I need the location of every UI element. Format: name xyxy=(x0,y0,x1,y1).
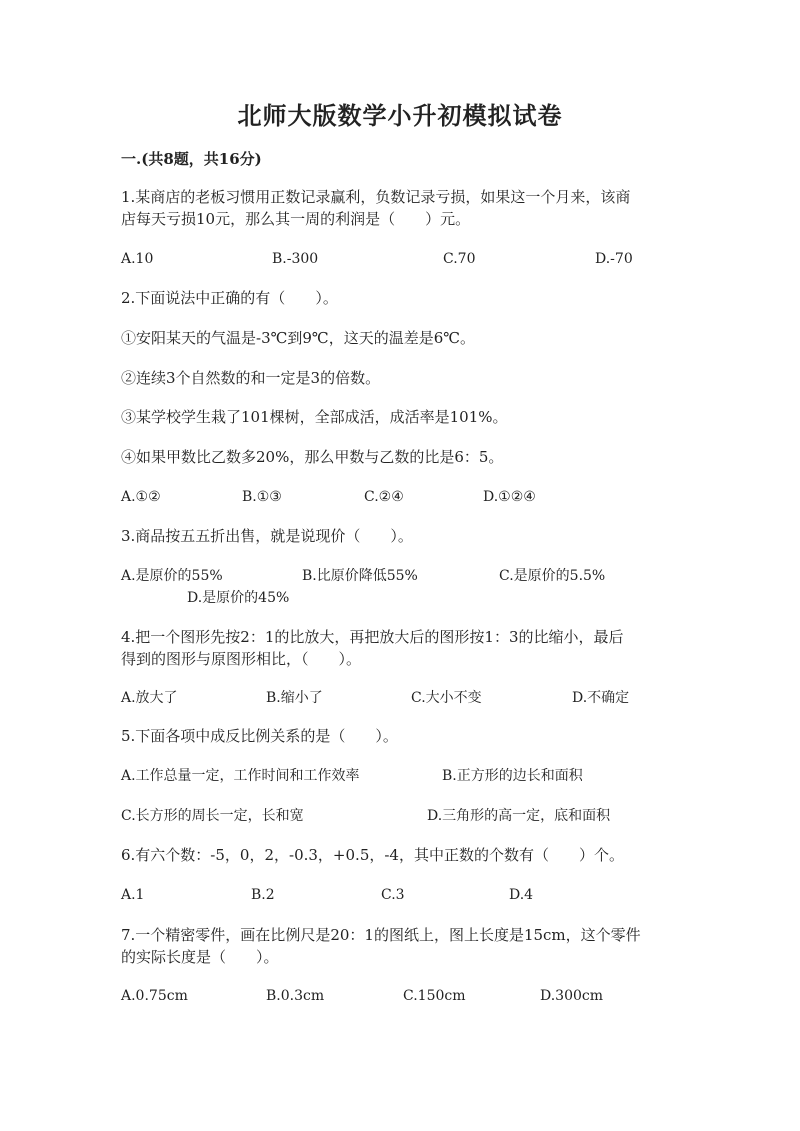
q7-option-a: A.0.75cm xyxy=(121,988,188,1004)
q7-option-d: D.300cm xyxy=(540,988,604,1004)
question-2-text: 2.下面说法中正确的有（ ）。 xyxy=(121,289,338,307)
question-7-text-cont: 的实际长度是（ ）。 xyxy=(121,948,279,966)
q1-option-d: D.-70 xyxy=(595,251,633,267)
q6-option-a: A.1 xyxy=(121,887,145,903)
q6-option-c: C.3 xyxy=(381,887,405,903)
q5-option-a: A.工作总量一定，工作时间和工作效率 xyxy=(121,768,360,784)
question-1-text-cont: 店每天亏损10元，那么其一周的利润是（ ）元。 xyxy=(121,210,471,228)
question-5-text: 5.下面各项中成反比例关系的是（ ）。 xyxy=(121,727,398,745)
q2-statement-4: ④如果甲数比乙数多20%，那么甲数与乙数的比是6：5。 xyxy=(121,448,504,466)
q6-option-d: D.4 xyxy=(509,887,534,903)
question-3-text: 3.商品按五五折出售，就是说现价（ ）。 xyxy=(121,527,413,545)
q2-option-d: D.①②④ xyxy=(483,489,536,505)
q3-option-a: A.是原价的55% xyxy=(121,568,223,584)
q1-option-a: A.10 xyxy=(121,251,154,267)
q1-option-c: C.70 xyxy=(443,251,476,267)
q4-option-a: A.放大了 xyxy=(121,690,178,706)
question-4-text-cont: 得到的图形与原图形相比，（ ）。 xyxy=(121,650,362,668)
q3-option-c: C.是原价的5.5% xyxy=(499,568,606,584)
q2-statement-1: ①安阳某天的气温是-3℃到9℃，这天的温差是6℃。 xyxy=(121,329,476,347)
q6-option-b: B.2 xyxy=(251,887,275,903)
q2-option-c: C.②④ xyxy=(364,489,404,505)
question-4-text: 4.把一个图形先按2：1的比放大，再把放大后的图形按1：3的比缩小，最后 xyxy=(121,628,624,646)
q2-statement-3: ③某学校学生栽了101棵树，全部成活，成活率是101%。 xyxy=(121,408,508,426)
page-title: 北师大版数学小升初模拟试卷 xyxy=(237,101,563,130)
section-heading: 一.(共8题，共16分) xyxy=(121,150,262,168)
question-6-text: 6.有六个数：-5，0，2，-0.3，+0.5，-4，其中正数的个数有（ ）个。 xyxy=(121,846,624,864)
q2-statement-2: ②连续3个自然数的和一定是3的倍数。 xyxy=(121,369,381,387)
q2-option-b: B.①③ xyxy=(242,489,282,505)
q3-option-b: B.比原价降低55% xyxy=(302,568,418,584)
question-1-text: 1.某商店的老板习惯用正数记录赢利，负数记录亏损，如果这一个月来，该商 xyxy=(121,188,631,206)
q7-option-b: B.0.3cm xyxy=(266,988,325,1004)
q4-option-c: C.大小不变 xyxy=(411,690,482,706)
q1-option-b: B.-300 xyxy=(272,251,319,267)
q4-option-d: D.不确定 xyxy=(572,690,630,706)
q5-option-c: C.长方形的周长一定，长和宽 xyxy=(121,808,304,824)
q3-option-d: D.是原价的45% xyxy=(187,590,290,606)
q5-option-b: B.正方形的边长和面积 xyxy=(442,768,583,784)
q2-option-a: A.①② xyxy=(121,489,161,505)
q4-option-b: B.缩小了 xyxy=(266,690,323,706)
q7-option-c: C.150cm xyxy=(403,988,466,1004)
q5-option-d: D.三角形的高一定，底和面积 xyxy=(427,808,611,824)
question-7-text: 7.一个精密零件，画在比例尺是20：1的图纸上，图上长度是15cm，这个零件 xyxy=(121,926,641,944)
